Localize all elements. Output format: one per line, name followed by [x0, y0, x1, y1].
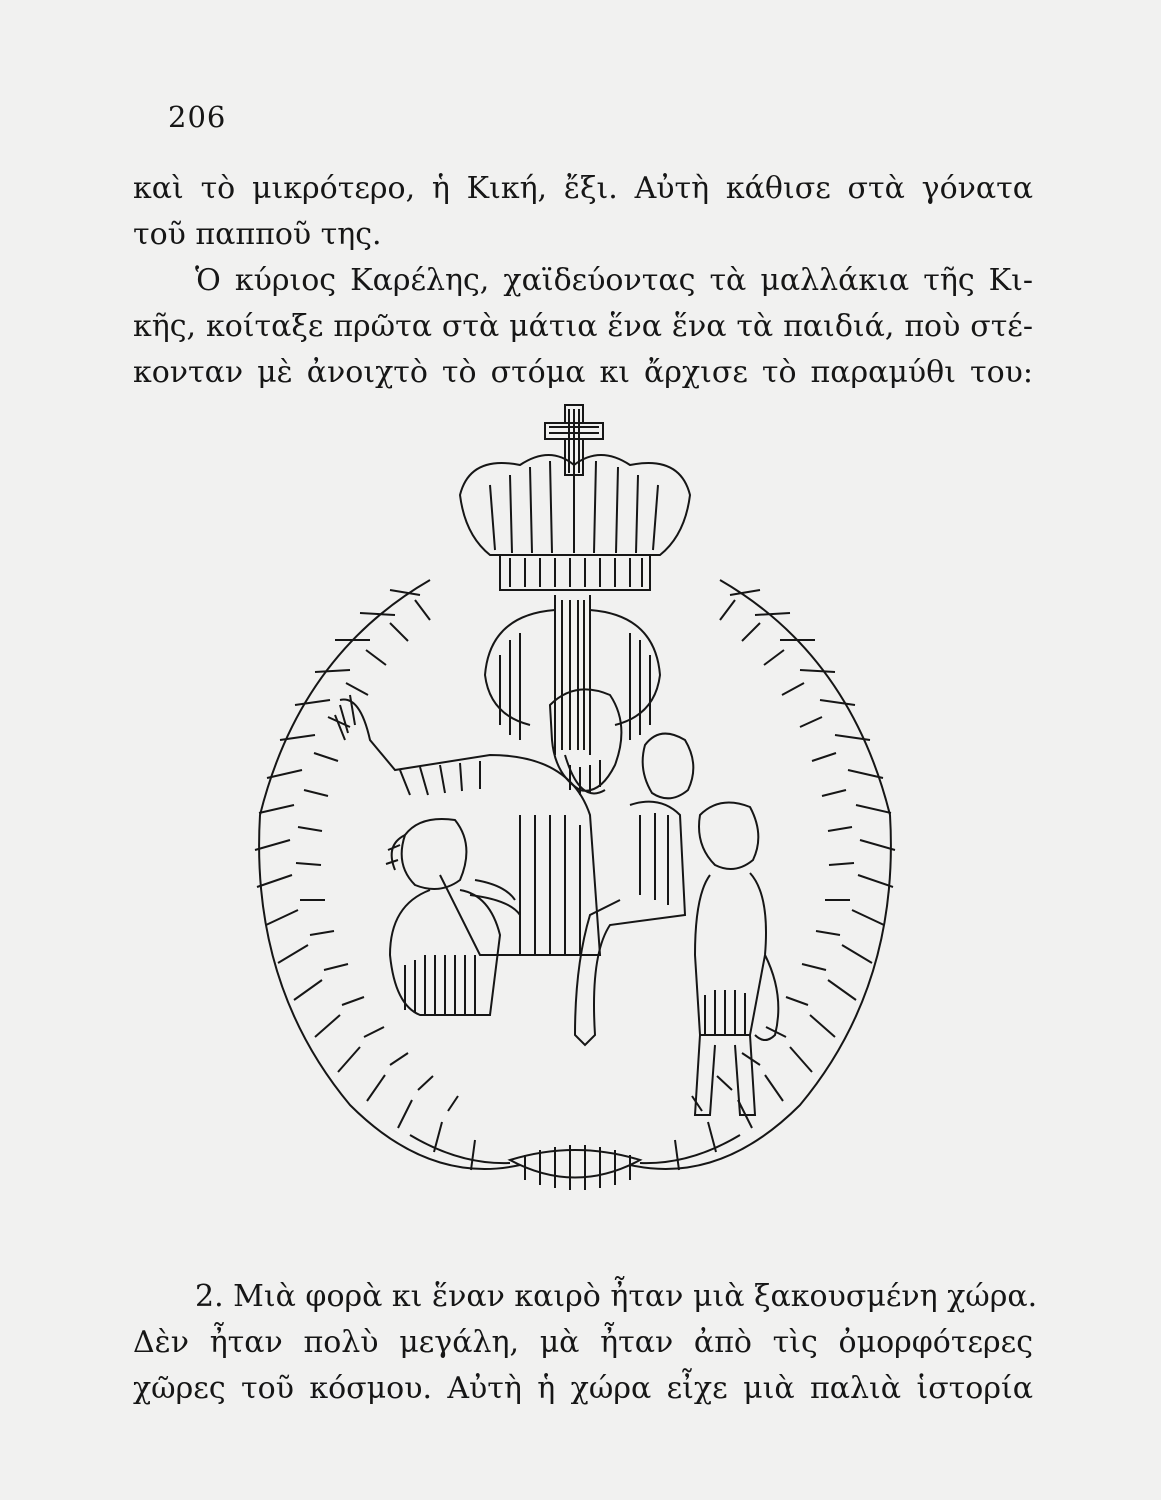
text-line: 2. Μιὰ φορὰ κι ἕναν καιρὸ ἦταν μιὰ ξακουσμένη χώρα.: [195, 1279, 1038, 1314]
crest-illustration: [190, 395, 980, 1245]
text-line: καὶ τὸ μικρότερο, ἡ Κική, ἔξι. Αὐτὴ κάθισε στὰ γόνατα: [133, 171, 1033, 206]
text-line: χῶρες τοῦ κόσμου. Αὐτὴ ἡ χώρα εἶχε μιὰ παλιὰ ἱστορία: [133, 1371, 1033, 1406]
ribbon-knot-icon: [410, 1135, 740, 1190]
boy-figure-icon: [695, 803, 778, 1116]
crest-svg: [190, 395, 980, 1245]
page-number: 206: [168, 100, 227, 134]
text-line: κονταν μὲ ἀνοιχτὸ τὸ στόμα κι ἄρχισε τὸ παραμύθι του:: [133, 355, 1033, 390]
top-paragraph: [133, 166, 1033, 396]
text-line: κῆς, κοίταξε πρῶτα στὰ μάτια ἕνα ἕνα τὰ παιδιά, ποὺ στέ-: [133, 309, 1033, 344]
laurel-wreath-left-icon: [255, 580, 520, 1170]
bottom-paragraph: [133, 1274, 1038, 1412]
child-on-knee-figure-icon: [575, 734, 693, 1045]
laurel-wreath-right-icon: [630, 580, 895, 1170]
monogram-icon: [485, 595, 660, 755]
text-line: Ὁ κύριος Καρέλης, χαϊδεύοντας τὰ μαλλάκια τῆς Κι-: [195, 263, 1033, 298]
text-line: τοῦ παπποῦ της.: [133, 217, 382, 252]
text-line: Δὲν ἦταν πολὺ μεγάλη, μὰ ἦταν ἀπὸ τὶς ὀμορφότερες: [133, 1325, 1033, 1360]
crown-icon: [460, 455, 690, 590]
girl-figure-icon: [386, 819, 520, 1015]
